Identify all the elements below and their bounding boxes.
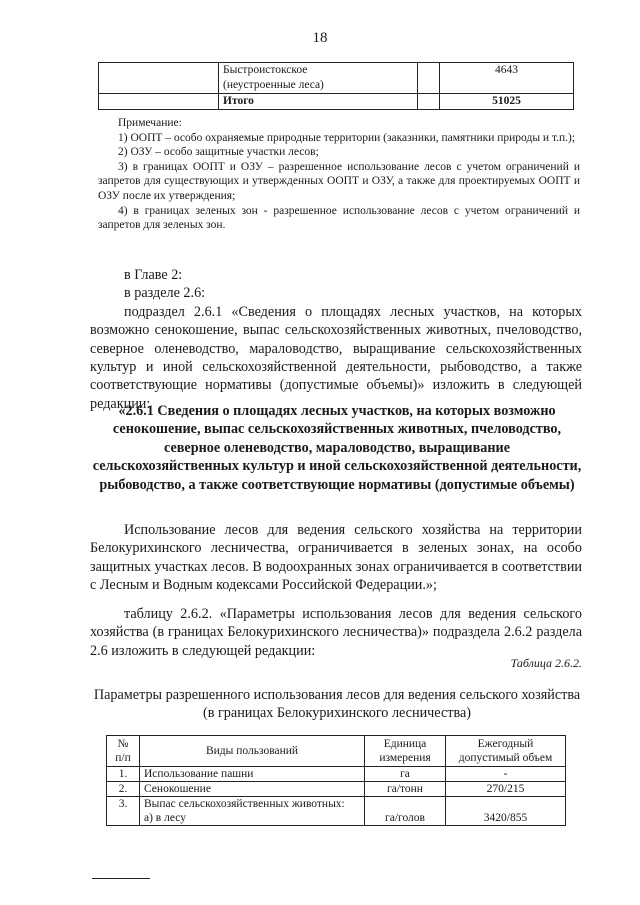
row-number: 3. [107, 797, 140, 826]
num-header: № п/п [107, 736, 140, 767]
table-row [107, 782, 566, 797]
note-item: 1) ООПТ – особо охраняемые природные территории (заказники, памятники природы и т.п.); [118, 131, 576, 144]
annual-volume: 270/215 [446, 782, 566, 797]
forestry-area-value: 4643 [440, 63, 574, 94]
chapter-reference: в Главе 2: [124, 267, 183, 283]
row-number: 2. [107, 782, 140, 797]
subsection-amendment-text: подраздел 2.6.1 «Сведения о площадях лесных участков, на которых возможно сенокошение, выпас сельскохозяйственных животных, пчеловодство, северное оленеводство, мараловодство, выращивание сельскохозяйственных культур и иной сельскохозяйственной деятельности, рыбоводство, а также соответствующие нормативы (допустимые объемы)» изложить в следующей редакции: [90, 303, 582, 412]
forestry-name-cell [219, 63, 418, 94]
table-row [99, 94, 574, 110]
table-amendment-paragraph: таблицу 2.6.2. «Параметры использования лесов для ведения сельского хозяйства (в границах Белокурихинского лесничества)» подраздела 2.6.2 раздела 2.6 изложить в следующей редакции: [90, 606, 582, 659]
table-row [107, 797, 566, 826]
annual-volume: - [446, 767, 566, 782]
kind-header: Виды пользований [140, 736, 365, 767]
footnote-separator [92, 878, 150, 879]
subsection-heading: «2.6.1 Сведения о площадях лесных участков, на которых возможно сенокошение, выпас сельскохозяйственных животных, пчеловодство, северное оленеводство, мараловодство, выращивание сельскохозяйственных культур и иной сельскохозяйственной деятельности, рыбоводство, а также соответствующие нормативы (допустимые объемы) [92, 403, 582, 493]
forestry-name-line1: Быстроистокское [223, 64, 308, 76]
note-block [98, 116, 580, 233]
forest-area-summary-table [98, 62, 574, 110]
section-reference: в разделе 2.6: [124, 285, 206, 302]
table-title: Параметры разрешенного использования лесов для ведения сельского хозяйства (в границах Белокурихинского лесничества) [93, 687, 581, 722]
note-heading: Примечание: [118, 117, 182, 129]
table-header-row [107, 736, 566, 767]
use-kind: Использование пашни [140, 767, 365, 782]
annual-volume: 3420/855 [446, 797, 566, 826]
unit: га/тонн [365, 782, 446, 797]
unit: га/голов [365, 797, 446, 826]
page-number: 18 [312, 30, 328, 46]
volume-header: Ежегодный допустимый объем [446, 736, 566, 767]
note-item: 2) ОЗУ – особо защитные участки лесов; [118, 146, 319, 159]
unit: га [365, 767, 446, 782]
table-row [107, 767, 566, 782]
unit-header: Единица измерения [365, 736, 446, 767]
total-label: Итого [219, 94, 418, 110]
chapter-amendment [90, 266, 582, 413]
table-label: Таблица 2.6.2. [510, 656, 582, 670]
table-row [99, 63, 574, 94]
forestry-name-line2: (неустроенные леса) [223, 79, 324, 91]
total-value: 51025 [440, 94, 574, 110]
use-kind: Сенокошение [140, 782, 365, 797]
agriculture-use-paragraph: Использование лесов для ведения сельского хозяйства на территории Белокурихинского лесничества, ограничивается в зеленых зонах, на особо защитных участках лесов. В водоохранных зонах ограничивается в соответствии с Лесным и Водным кодексами Российской Федерации.»; [90, 522, 582, 594]
note-item: 3) в границах ООПТ и ОЗУ – разрешенное использование лесов с учетом ограничений и запретов для существующих и утвержденных ООПТ и ОЗУ, а также для проектируемых ООПТ и ОЗУ после их утверждения; [98, 160, 580, 202]
agriculture-parameters-table [106, 735, 566, 826]
row-number: 1. [107, 767, 140, 782]
note-item: 4) в границах зеленых зон - разрешенное использование лесов с учетом ограничений и запретов для зеленых зон. [98, 204, 580, 232]
use-kind: Выпас сельскохозяйственных животных: а) в лесу [140, 797, 365, 826]
